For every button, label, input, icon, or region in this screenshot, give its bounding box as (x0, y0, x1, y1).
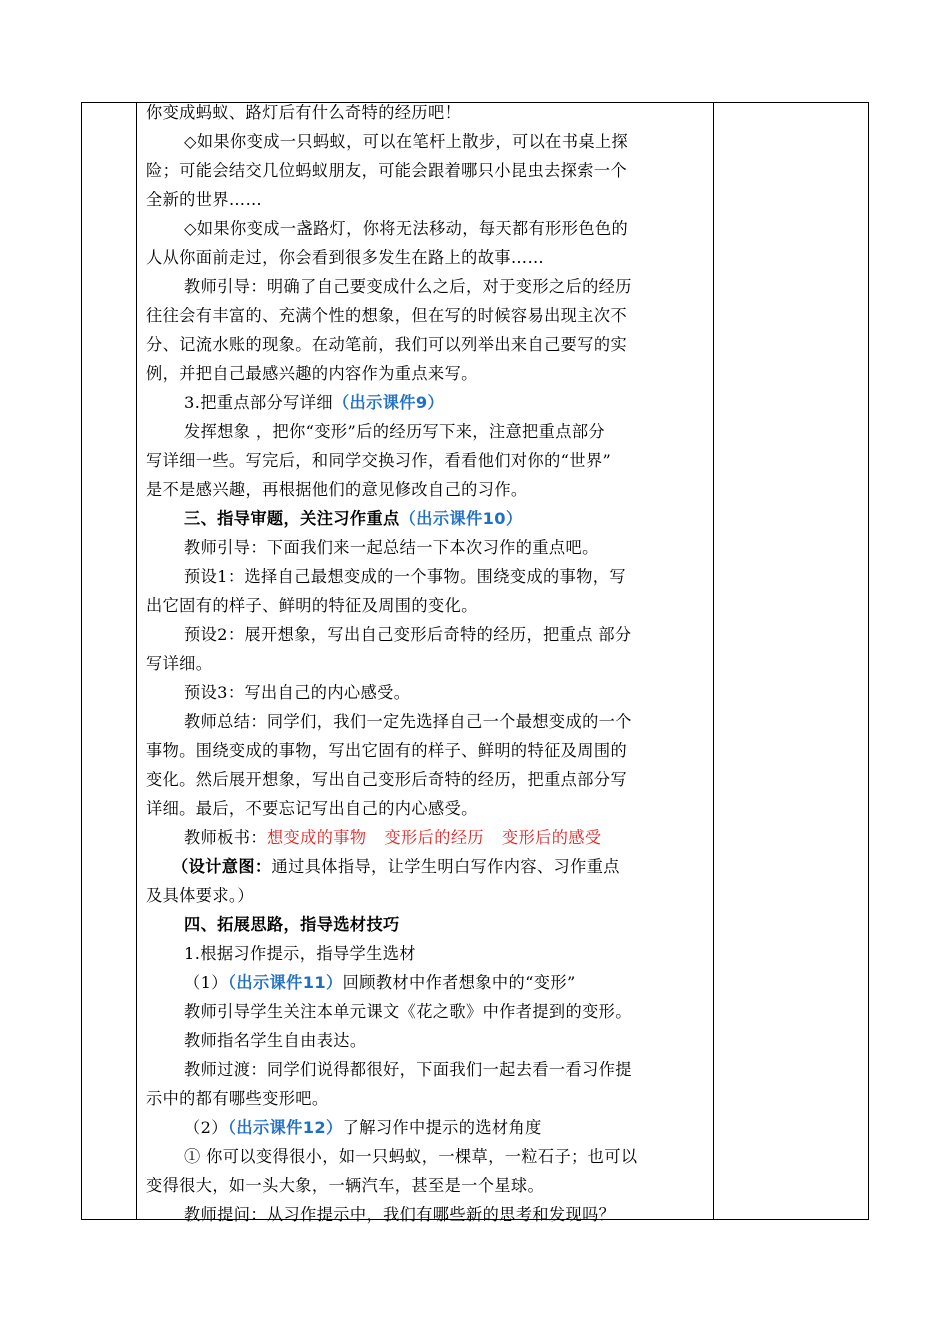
board-item-2: 变形后的经历 (384, 828, 484, 847)
paragraph-block-4 (146, 997, 708, 1113)
text-line: ◇如果你变成一盏路灯，你将无法移动，每天都有形形色色的 (184, 219, 629, 238)
courseware-tag: （出示课件10） (399, 509, 523, 528)
text-line: ① 你可以变得很小，如一只蚂蚁，一棵草，一粒石子；也可以 (184, 1147, 638, 1166)
text-line: 教师引导：下面我们来一起总结一下本次习作的重点吧。 (184, 538, 599, 557)
text-line: 发挥想象 ，把你“变形”后的经历写下来，注意把重点部分 (184, 422, 605, 441)
text-line: 变化。然后展开想象，写出自己变形后奇特的经历，把重点部分写 (146, 770, 628, 789)
text-line: 险；可能会结交几位蚂蚁朋友，可能会跟着哪只小昆虫去探索一个 (146, 161, 628, 180)
board-item-1: 想变成的事物 (266, 828, 367, 847)
text-line: 教师过渡：同学们说得都很好，下面我们一起去看一看习作提 (184, 1060, 632, 1079)
text-line: 变得很大，如一头大象，一辆汽车，甚至是一个星球。 (146, 1176, 545, 1195)
step-1-heading: 1.根据习作提示，指导学生选材 (184, 944, 416, 963)
section-3-heading: 三、指导审题，关注习作重点（出示课件10） (184, 509, 523, 528)
text-line: 教师提问：从习作提示中，我们有哪些新的思考和发现吗？ (184, 1205, 616, 1224)
text-line: 预设3：写出自己的内心感受。 (184, 683, 411, 702)
text-line: 教师总结：同学们，我们一定先选择自己一个最想变成的一个 (184, 712, 632, 731)
text-line: 出它固有的样子、鲜明的特征及周围的变化。 (146, 596, 478, 615)
text-line: 往往会有丰富的、充满个性的想象，但在写的时候容易出现主次不 (146, 306, 628, 325)
text-line: 是不是感兴趣，再根据他们的意见修改自己的习作。 (146, 480, 528, 499)
text-line: 教师引导学生关注本单元课文《花之歌》中作者提到的变形。 (184, 1002, 632, 1021)
text-line: 预设1：选择自己最想变成的一个事物。围绕变成的事物，写 (184, 567, 626, 586)
column-divider-1 (136, 103, 137, 1219)
sub-step-2: （2）（出示课件12）了解习作中提示的选材角度 (184, 1118, 542, 1137)
step-3-heading: 3.把重点部分写详细（出示课件9） (184, 393, 445, 412)
text-line: 你变成蚂蚁、路灯后有什么奇特的经历吧！ (146, 103, 462, 122)
text-line: 事物。围绕变成的事物，写出它固有的样子、鲜明的特征及周围的 (146, 741, 628, 760)
text-line: ◇如果你变成一只蚂蚁，可以在笔杆上散步，可以在书桌上探 (184, 132, 629, 151)
courseware-tag: （出示课件9） (332, 393, 445, 412)
text-line: 写详细一些。写完后，和同学交换习作，看看他们对你的“世界” (146, 451, 612, 470)
text-line: 预设2：展开想象，写出自己变形后奇特的经历，把重点 部分 (184, 625, 632, 644)
courseware-tag: （出示课件11） (227, 973, 343, 992)
paragraph-block-1 (146, 98, 708, 388)
sub-step-1: （1）（出示课件11）回顾教材中作者想象中的“变形” (184, 973, 576, 992)
text-line: 教师指名学生自由表达。 (184, 1031, 367, 1050)
text-line: 例，并把自己最感兴趣的内容作为重点来写。 (146, 364, 478, 383)
paragraph-block-2 (146, 417, 708, 504)
board-item-3: 变形后的感受 (502, 828, 602, 847)
paragraph-block-5 (146, 1142, 708, 1229)
column-divider-2 (713, 103, 714, 1219)
section-4-heading: 四、拓展思路，指导选材技巧 (184, 915, 400, 934)
paragraph-block-3 (146, 533, 708, 823)
courseware-tag: （出示课件12） (227, 1118, 343, 1137)
text-line: 写详细。 (146, 654, 213, 673)
text-line: 全新的世界…… (146, 190, 263, 209)
design-intent-line-1: （设计意图：通过具体指导，让学生明白写作内容、习作重点 (172, 857, 620, 876)
design-intent-line-2: 及具体要求。） (146, 886, 255, 905)
text-line: 人从你面前走过，你会看到很多发生在路上的故事…… (146, 248, 545, 267)
text-line: 详细。最后，不要忘记写出自己的内心感受。 (146, 799, 478, 818)
text-line: 教师引导：明确了自己要变成什么之后，对于变形之后的经历 (184, 277, 632, 296)
text-line: 示中的都有哪些变形吧。 (146, 1089, 329, 1108)
text-line: 分、记流水账的现象。在动笔前，我们可以列举出来自己要写的实 (146, 335, 628, 354)
board-writing: 教师板书：想变成的事物 变形后的经历 变形后的感受 (184, 828, 602, 847)
lesson-content (146, 98, 708, 1229)
